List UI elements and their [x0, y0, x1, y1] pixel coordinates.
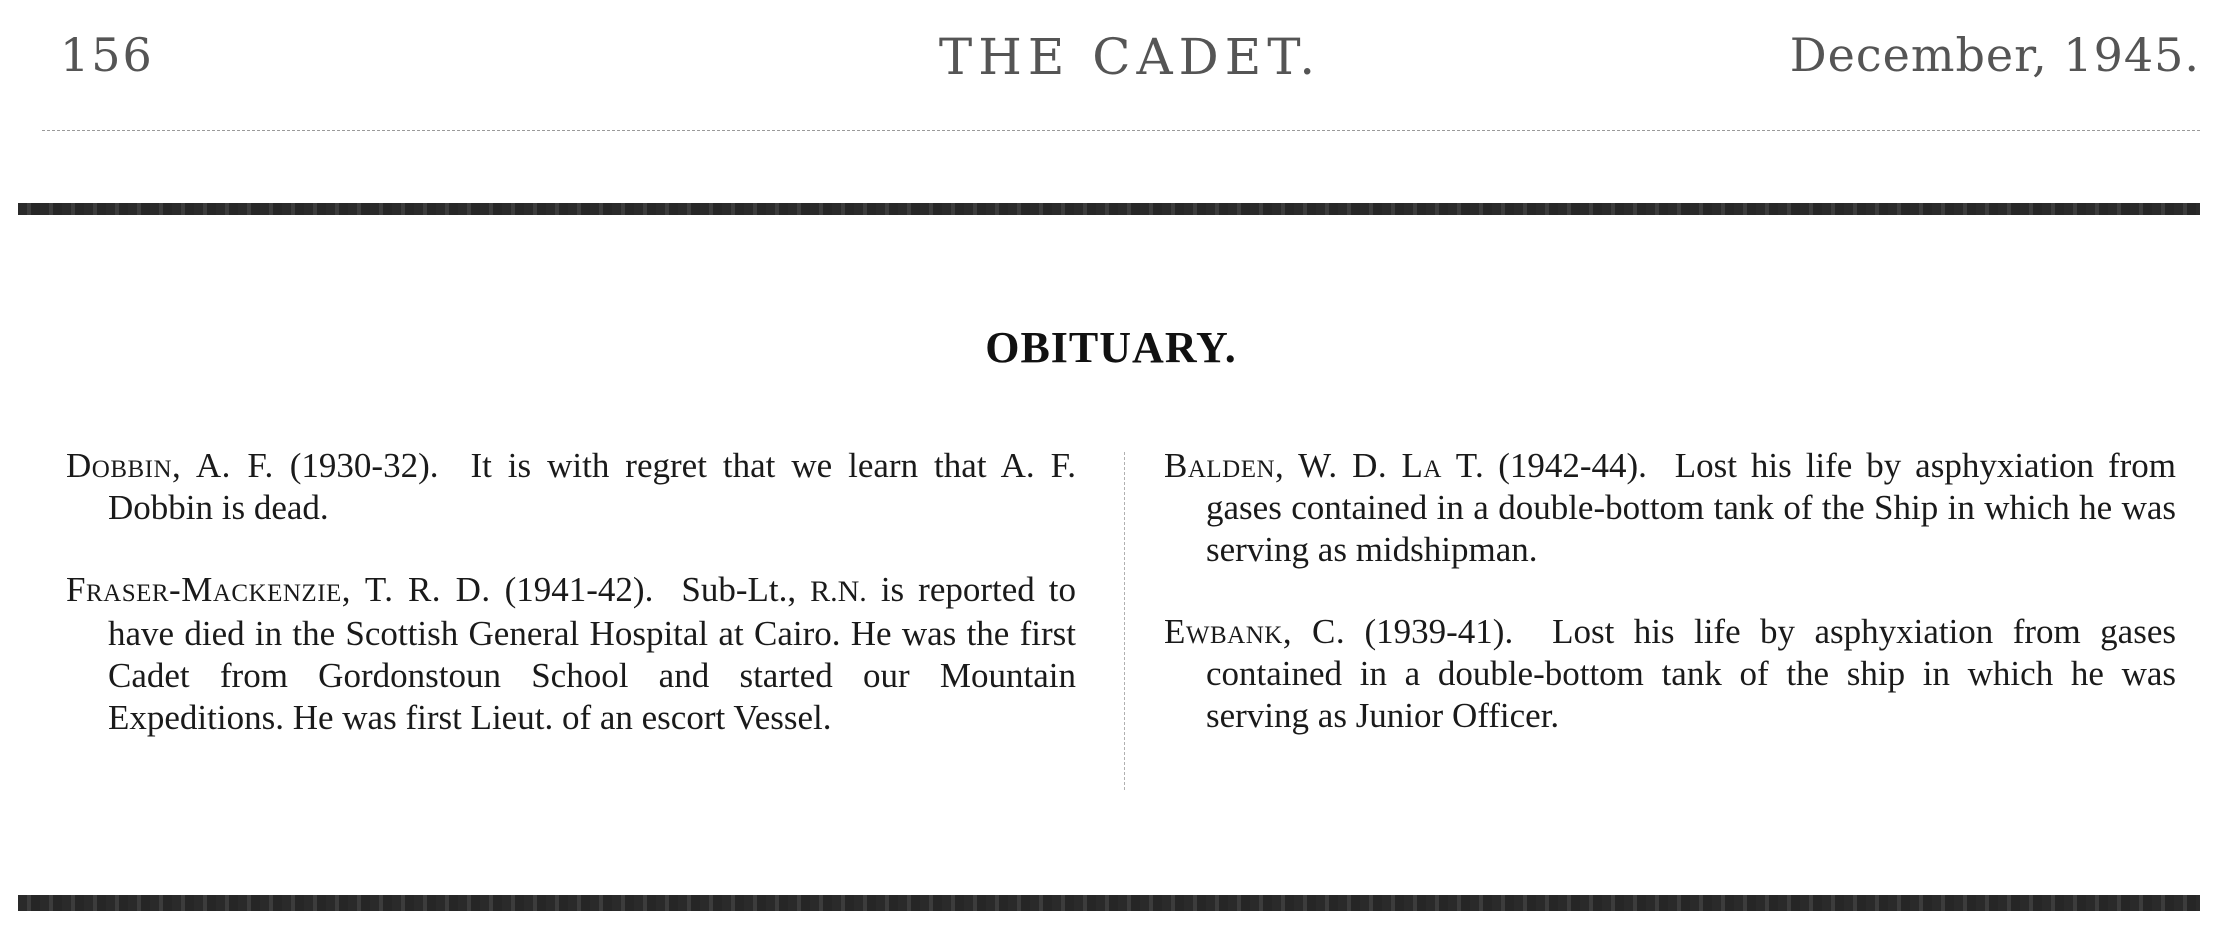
obituary-entry-ewbank — [1164, 611, 2176, 737]
entry-name: Dobbin, A. F. — [66, 446, 274, 485]
entry-text: is reported to have died in the Scottish General Hospital at Cairo. He was the first Cadet from Gordonstoun School and started our Mountain Expeditions. He was first Lieut. of an escort Vessel. — [108, 570, 1077, 737]
entry-name: Fraser-Mackenzie, T. R. D. — [66, 570, 491, 609]
entry-text: Lost his life by asphyxiation from gases contained in a double-bottom tank of the Ship in which he was serving as midshipman. — [1206, 446, 2176, 569]
entry-years: (1942-44). — [1498, 446, 1647, 485]
entry-text: Lost his life by asphyxiation from gases contained in a double-bottom tank of the ship in which he was serving as Junior Officer. — [1206, 612, 2176, 735]
page-number: 156 — [60, 28, 154, 82]
column-divider — [1124, 452, 1125, 790]
entry-years: (1939-41). — [1364, 612, 1514, 651]
header-rule — [42, 130, 2200, 131]
issue-date: December, 1945. — [1789, 28, 2200, 82]
entry-rank-prefix: Sub-Lt., — [681, 570, 797, 609]
left-column — [66, 445, 1076, 779]
entry-years: (1941-42). — [504, 570, 654, 609]
right-column — [1164, 445, 2176, 777]
entry-years: (1930-32). — [289, 446, 439, 485]
entry-rank-abbrev: R.N. — [810, 575, 867, 608]
section-title: OBITUARY. — [985, 323, 1237, 372]
running-header — [60, 28, 2200, 108]
bottom-thick-rule — [18, 895, 2200, 911]
obituary-entry-balden — [1164, 445, 2176, 571]
obituary-entry-dobbin — [66, 445, 1076, 529]
entry-name: Ewbank, C. — [1164, 612, 1346, 651]
journal-title: THE CADET. — [938, 28, 1322, 86]
entry-text: It is with regret that we learn that A. F. Dobbin is dead. — [108, 446, 1077, 527]
entry-name: Balden, W. D. La T. — [1164, 446, 1485, 485]
obituary-entry-fraser-mackenzie — [66, 569, 1076, 739]
top-thick-rule — [18, 203, 2200, 215]
